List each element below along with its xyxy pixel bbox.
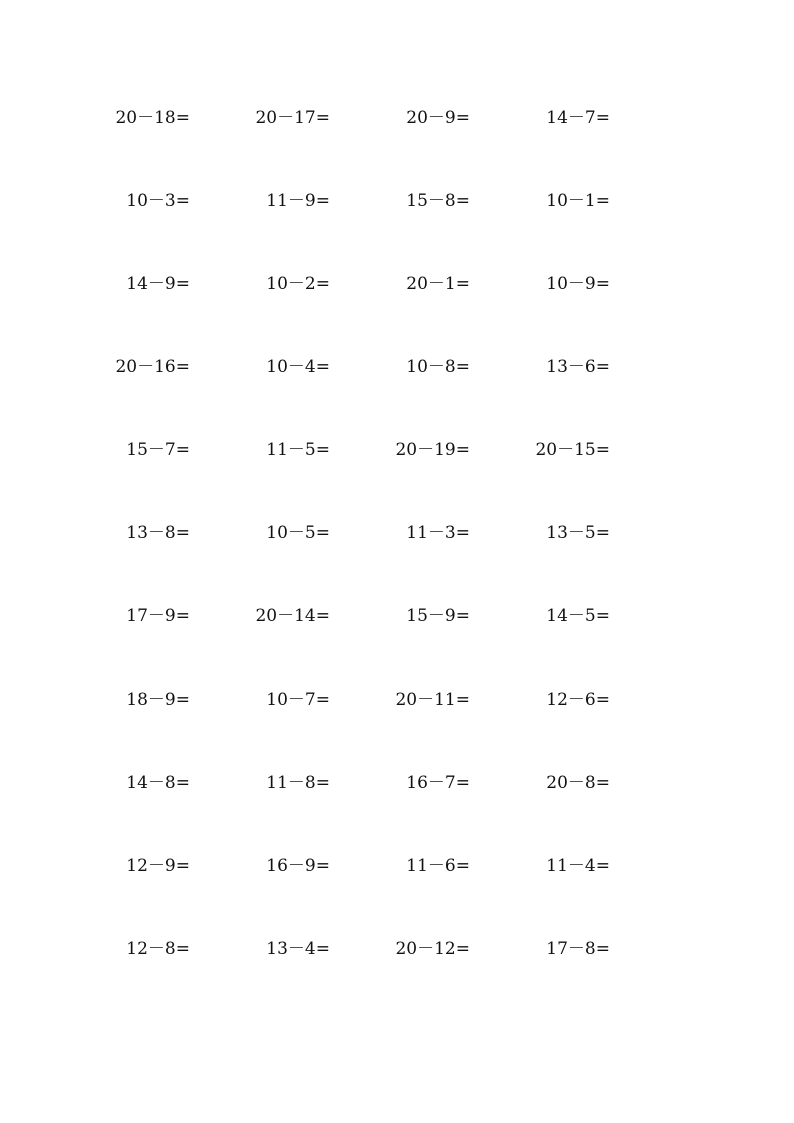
problem: 20－19=: [395, 440, 470, 460]
problem: 15－9=: [406, 606, 470, 626]
problem: 15－7=: [126, 440, 190, 460]
problem: 20－1=: [406, 274, 470, 294]
problem: 20－14=: [255, 606, 330, 626]
problem: 10－4=: [266, 357, 330, 377]
problem: 12－9=: [126, 856, 190, 876]
problem-row: [0, 189, 794, 213]
problem: 10－8=: [406, 357, 470, 377]
problem: 14－5=: [546, 606, 610, 626]
problem-row: [0, 854, 794, 878]
problem: 20－9=: [406, 108, 470, 128]
problem: 20－17=: [255, 108, 330, 128]
problem: 11－5=: [266, 440, 330, 460]
problem: 12－6=: [546, 690, 610, 710]
problem: 10－9=: [546, 274, 610, 294]
problem: 11－4=: [546, 856, 610, 876]
problem-row: [0, 521, 794, 545]
problem-row: [0, 355, 794, 379]
problem: 16－7=: [406, 773, 470, 793]
problem: 14－9=: [126, 274, 190, 294]
problem: 20－12=: [395, 939, 470, 959]
problem: 10－5=: [266, 523, 330, 543]
problem-row: [0, 688, 794, 712]
problem: 20－15=: [535, 440, 610, 460]
problem: 20－18=: [115, 108, 190, 128]
problem: 12－8=: [126, 939, 190, 959]
problem: 16－9=: [266, 856, 330, 876]
problem: 13－5=: [546, 523, 610, 543]
problem-row: [0, 438, 794, 462]
problem: 10－1=: [546, 191, 610, 211]
problem: 13－6=: [546, 357, 610, 377]
problem-row: [0, 106, 794, 130]
problem: 20－16=: [115, 357, 190, 377]
problem: 14－8=: [126, 773, 190, 793]
problem: 20－11=: [395, 690, 470, 710]
problem: 17－9=: [126, 606, 190, 626]
problem: 10－7=: [266, 690, 330, 710]
problem: 11－6=: [406, 856, 470, 876]
problem: 15－8=: [406, 191, 470, 211]
problem: 20－8=: [546, 773, 610, 793]
problem: 13－4=: [266, 939, 330, 959]
problem: 11－3=: [406, 523, 470, 543]
problem-row: [0, 937, 794, 961]
problem: 17－8=: [546, 939, 610, 959]
problem: 11－8=: [266, 773, 330, 793]
problem: 10－3=: [126, 191, 190, 211]
problem: 13－8=: [126, 523, 190, 543]
problem: 14－7=: [546, 108, 610, 128]
problem-row: [0, 604, 794, 628]
problem: 18－9=: [126, 690, 190, 710]
problem: 11－9=: [266, 191, 330, 211]
problem-row: [0, 771, 794, 795]
problem-row: [0, 272, 794, 296]
problem: 10－2=: [266, 274, 330, 294]
